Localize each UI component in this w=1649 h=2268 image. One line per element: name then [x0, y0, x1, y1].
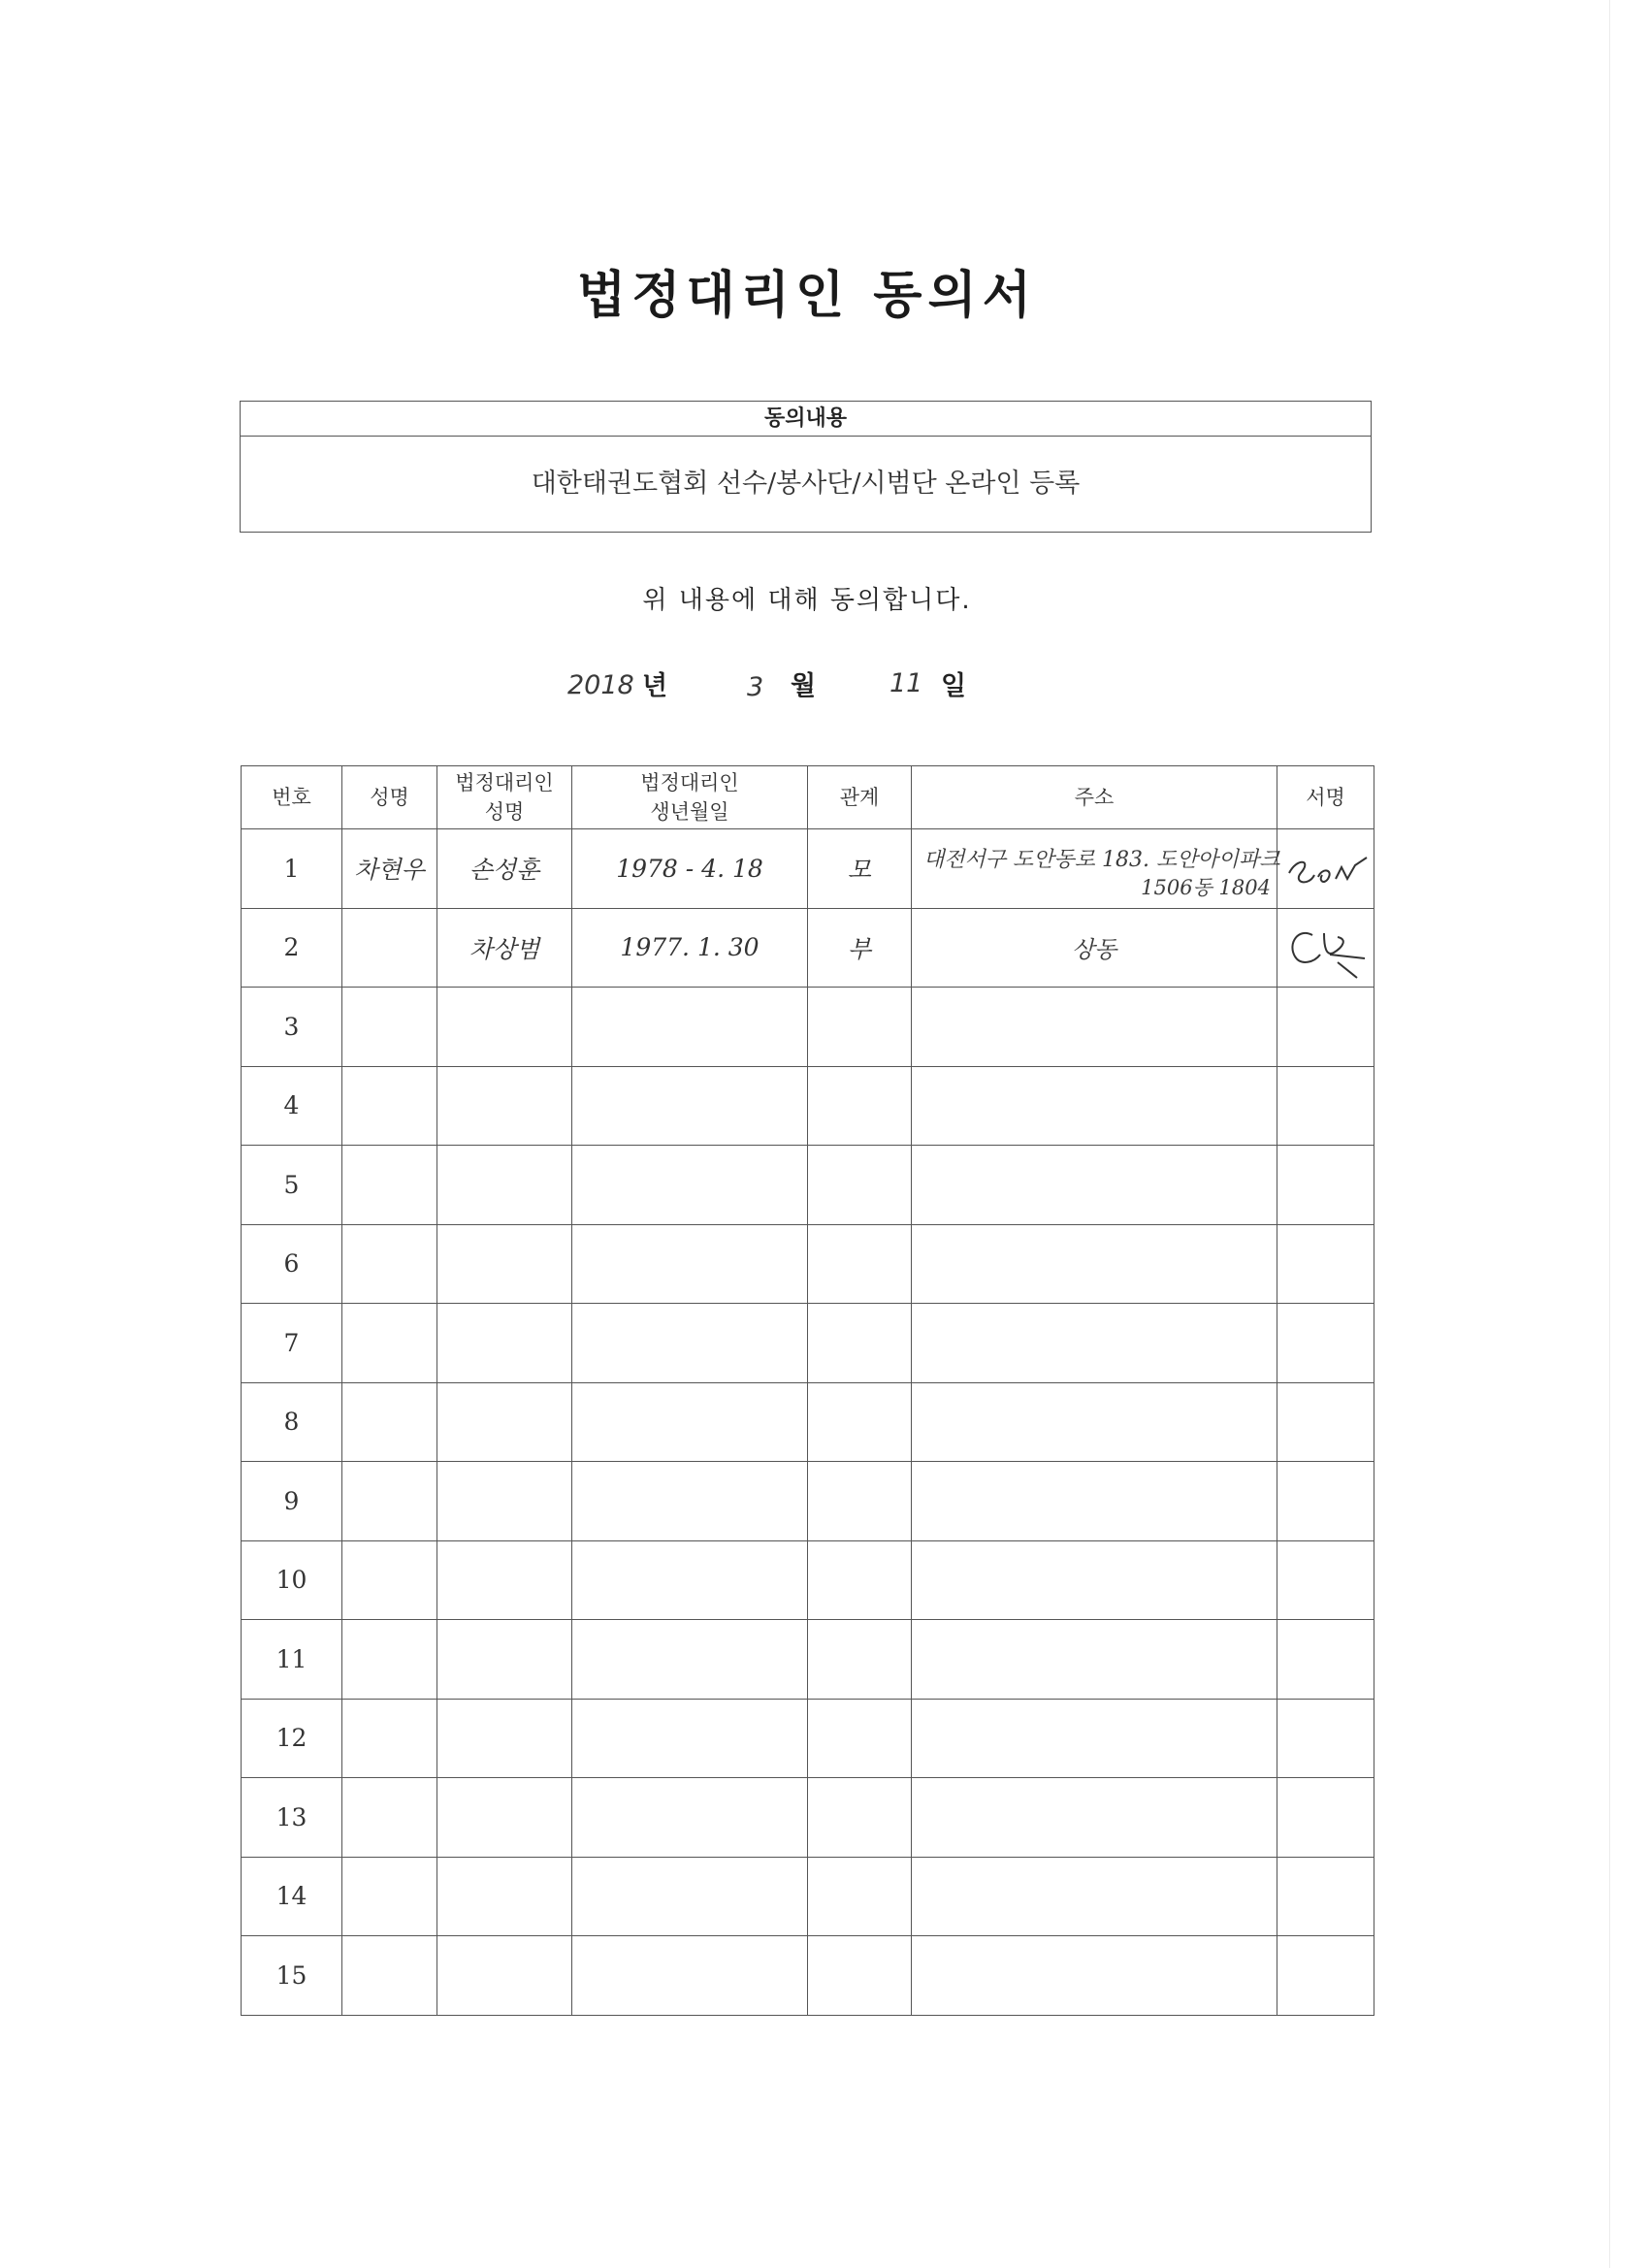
row-no: 9 [242, 1462, 342, 1541]
row-guardian-birth [572, 1224, 808, 1304]
row-address [912, 1936, 1277, 2016]
row-name [342, 908, 437, 988]
row-no: 12 [242, 1699, 342, 1778]
row-guardian-name [437, 1620, 572, 1700]
row-address [912, 829, 1280, 909]
date-year-label: 년 [642, 671, 668, 701]
table-row [242, 1857, 1374, 1936]
table-row [242, 1224, 1374, 1304]
row-signature [1277, 829, 1374, 909]
row-address [912, 1699, 1277, 1778]
row-guardian-name [437, 1699, 572, 1778]
row-signature [1277, 1699, 1374, 1778]
row-no: 8 [242, 1382, 342, 1462]
row-address [912, 1620, 1277, 1700]
row-name [342, 1699, 437, 1778]
header-guardian-birth-line1: 법정대리인 [640, 771, 739, 794]
table-row [242, 1462, 1374, 1541]
row-address-line2: 1506동 1804 [1141, 876, 1271, 899]
row-address [912, 908, 1277, 988]
row-name: 차현우 [342, 829, 437, 909]
row-guardian-birth [572, 1304, 808, 1383]
row-name [342, 1146, 437, 1225]
date-day-value: 11 [889, 668, 923, 698]
table-header-row [242, 766, 1374, 829]
row-guardian-birth [572, 1620, 808, 1700]
row-relation [808, 1857, 912, 1936]
handwritten-signature-icon [1279, 834, 1373, 902]
row-signature [1277, 1382, 1374, 1462]
header-guardian-birth [572, 766, 808, 829]
row-name [342, 1304, 437, 1383]
date-month-value: 3 [747, 672, 764, 702]
row-address [912, 1382, 1277, 1462]
row-address [912, 988, 1277, 1067]
row-relation [808, 1699, 912, 1778]
row-relation [808, 1462, 912, 1541]
date-month-label: 월 [791, 671, 817, 701]
row-no: 10 [242, 1540, 342, 1620]
row-name [342, 1066, 437, 1146]
row-signature [1277, 1778, 1374, 1858]
row-signature [1277, 1066, 1374, 1146]
row-relation [808, 1146, 912, 1225]
row-guardian-birth [572, 1936, 808, 2016]
consent-box [240, 401, 1372, 533]
header-guardian-name [437, 766, 572, 829]
row-guardian-name [437, 1066, 572, 1146]
row-relation: 부 [808, 908, 912, 988]
row-guardian-name [437, 1146, 572, 1225]
row-signature [1277, 1224, 1374, 1304]
row-name [342, 1224, 437, 1304]
row-no: 15 [242, 1936, 342, 2016]
row-guardian-name: 손성훈 [437, 829, 572, 909]
date-row [0, 664, 1649, 723]
table-row [242, 1936, 1374, 2016]
row-address [912, 1462, 1277, 1541]
row-guardian-name [437, 1778, 572, 1858]
table-row [242, 908, 1374, 988]
row-guardian-name: 차상범 [437, 908, 572, 988]
scan-edge-line [1609, 0, 1610, 2268]
row-signature [1277, 1857, 1374, 1936]
table-row [242, 1620, 1374, 1700]
row-guardian-birth [572, 1382, 808, 1462]
row-relation [808, 1382, 912, 1462]
row-guardian-birth [572, 1146, 808, 1225]
row-signature [1277, 1540, 1374, 1620]
row-name [342, 1857, 437, 1936]
row-no: 5 [242, 1146, 342, 1225]
row-address [912, 1540, 1277, 1620]
consent-box-header: 동의내용 [241, 402, 1371, 437]
row-signature [1277, 988, 1374, 1067]
row-relation [808, 1620, 912, 1700]
row-no: 6 [242, 1224, 342, 1304]
row-signature [1277, 1146, 1374, 1225]
table-row [242, 988, 1374, 1067]
row-signature [1277, 1936, 1374, 2016]
row-signature [1277, 908, 1374, 988]
row-guardian-name [437, 1857, 572, 1936]
row-name [342, 1540, 437, 1620]
row-guardian-birth [572, 1540, 808, 1620]
table-row [242, 829, 1374, 909]
row-no: 2 [242, 908, 342, 988]
header-relation: 관계 [808, 766, 912, 829]
row-guardian-birth [572, 1699, 808, 1778]
row-no: 11 [242, 1620, 342, 1700]
row-guardian-name [437, 988, 572, 1067]
header-guardian-name-line1: 법정대리인 [455, 771, 554, 794]
row-guardian-birth [572, 1462, 808, 1541]
row-address [912, 1857, 1277, 1936]
row-address-line1: 상동 [1071, 936, 1117, 964]
row-name [342, 1462, 437, 1541]
document-title: 법정대리인 동의서 [577, 267, 1037, 325]
table-row [242, 1382, 1374, 1462]
row-name [342, 1936, 437, 2016]
row-guardian-name [437, 1382, 572, 1462]
row-no: 7 [242, 1304, 342, 1383]
row-relation [808, 1066, 912, 1146]
row-relation [808, 1304, 912, 1383]
row-signature [1277, 1620, 1374, 1700]
row-relation [808, 1540, 912, 1620]
row-guardian-birth [572, 1857, 808, 1936]
table-row [242, 1146, 1374, 1225]
row-guardian-name [437, 1462, 572, 1541]
row-relation [808, 988, 912, 1067]
row-guardian-birth [572, 1066, 808, 1146]
table-row [242, 1066, 1374, 1146]
row-address-line1: 대전서구 도안동로 183. 도안아이파크 [923, 848, 1280, 872]
date-day-label: 일 [941, 671, 967, 701]
row-no: 1 [242, 829, 342, 909]
row-no: 14 [242, 1857, 342, 1936]
row-name [342, 1620, 437, 1700]
row-guardian-name [437, 1540, 572, 1620]
row-address [912, 1066, 1277, 1146]
row-guardian-name [437, 1224, 572, 1304]
row-relation [808, 1936, 912, 2016]
row-name [342, 988, 437, 1067]
header-name: 성명 [342, 766, 437, 829]
row-name [342, 1382, 437, 1462]
row-relation: 모 [808, 829, 912, 909]
row-signature [1277, 1462, 1374, 1541]
row-signature [1277, 1304, 1374, 1383]
row-no: 13 [242, 1778, 342, 1858]
header-guardian-name-line2: 성명 [484, 800, 525, 824]
row-guardian-birth [572, 1778, 808, 1858]
agreement-statement: 위 내용에 대해 동의합니다. [642, 586, 972, 615]
row-guardian-name [437, 1304, 572, 1383]
row-address [912, 1146, 1277, 1225]
row-relation [808, 1224, 912, 1304]
header-no: 번호 [242, 766, 342, 829]
consent-box-content: 대한태권도협회 선수/봉사단/시범단 온라인 등록 [531, 469, 1081, 499]
guardian-table [241, 765, 1374, 2016]
row-guardian-birth: 1977. 1. 30 [572, 908, 808, 988]
row-address [912, 1224, 1277, 1304]
row-address [912, 1304, 1277, 1383]
row-address [912, 1778, 1277, 1858]
table-row [242, 1699, 1374, 1778]
row-no: 4 [242, 1066, 342, 1146]
header-address: 주소 [912, 766, 1277, 829]
table-row [242, 1778, 1374, 1858]
table-row [242, 1540, 1374, 1620]
handwritten-signature-icon [1279, 914, 1373, 982]
table-row [242, 1304, 1374, 1383]
header-signature: 서명 [1277, 766, 1374, 829]
row-relation [808, 1778, 912, 1858]
row-guardian-birth: 1978 - 4. 18 [572, 829, 808, 909]
row-no: 3 [242, 988, 342, 1067]
row-guardian-name [437, 1936, 572, 2016]
date-year-value: 2018 [567, 670, 634, 700]
header-guardian-birth-line2: 생년월일 [650, 800, 729, 824]
row-name [342, 1778, 437, 1858]
row-guardian-birth [572, 988, 808, 1067]
